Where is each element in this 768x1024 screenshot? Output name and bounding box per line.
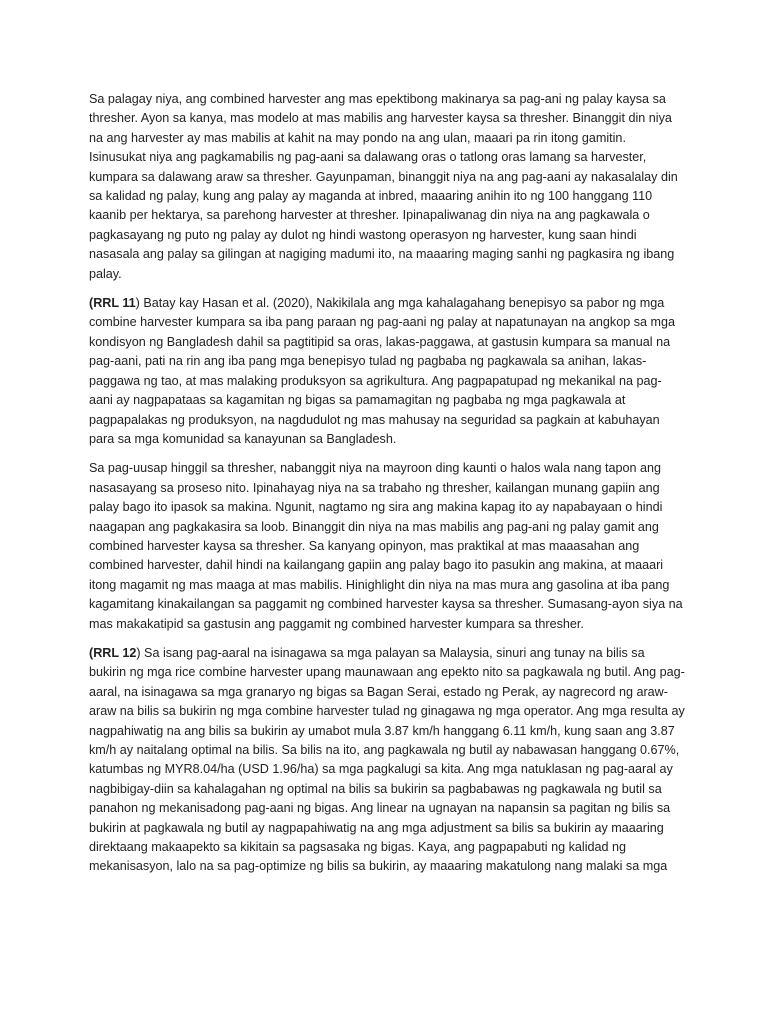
paragraph-text: ) Sa isang pag-aaral na isinagawa sa mga palayan sa Malaysia, sinuri ang tunay na bilis sa bukirin ng mga rice combine harvester upang maunawaan ang epekto nito sa pagkawala ng butil. Ang pag-aaral, na isinagawa sa mga granaryo ng bigas sa Bagan Serai, estado ng Perak, ay nagrecord ng araw-araw na bilis sa bukirin ng mga combine harvester tulad ng ginagawa ng mga operator. Ang mga resulta ay nagpahiwatig na ang bilis sa bukirin ay umabot mula 3.87 km/h hanggang 6.11 km/h, kung saan ang 3.87 km/h ay naitalang optimal na bilis. Sa bilis na ito, ang pagkawala ng butil ay nabawasan hanggang 0.67%, katumbas ng MYR8.04/ha (USD 1.96/ha) sa mga pagkalugi sa kita. Ang mga natuklasan ng pag-aaral ay nagbibigay-diin sa kahalagahan ng optimal na bilis sa bukirin sa pagbabawas ng pagkawala ng butil sa panahon ng mekanisadong pag-aani ng bigas. Ang linear na ugnayan na napansin sa pagitan ng bilis sa bukirin at pagkawala ng butil ay nagpapahiwatig na ang mga adjustment sa bilis sa bukirin ay maaaring direktaang makaapekto sa kikitain sa pagsasaka ng bigas. Kaya, ang pagpapabuti ng kalidad ng mekanisasyon, lalo na sa pag-optimize ng bilis sa bukirin, ay maaaring makatulong nang malaki sa mga [89, 645, 685, 874]
paragraph-text: ) Batay kay Hasan et al. (2020), Nakikilala ang mga kahalagahang benepisyo sa pabor ng mga combine harvester kumpara sa iba pang paraan ng pag-aani ng palay at napatunayan na angkop sa mga kondisyon ng Bangladesh dahil sa pagtitipid sa oras, lakas-paggawa, at gastusin kumpara sa manual na pag-aani, pati na rin ang iba pang mga benepisyo tulad ng pagbaba ng pagkawala sa anihan, lakas-paggawa ng tao, at mas malaking produksyon sa agrikultura. Ang pagpapatupad ng mekanikal na pag-aani ay nagpapataas sa kagamitan ng bigas sa pamamagitan ng pagbaba ng mga pagkawala at pagpapalakas ng produksyon, na nagdudulot ng mas mahusay na seguridad sa pagkain at kabuhayan para sa mga komunidad sa kanayunan sa Bangladesh. [89, 296, 676, 446]
paragraph-harvester-opinion [89, 90, 685, 284]
paragraph-text: Sa palagay niya, ang combined harvester ang mas epektibong makinarya sa pag-ani ng palay kaysa sa thresher. Ayon sa kanya, mas modelo at mas mabilis ang harvester kaysa sa thresher. Binanggit din niya na ang harvester ay mas mabilis at kahit na may pondo na ang ulan, maaari pa rin itong gamitin. Isinusukat niya ang pagkamabilis ng pag-aani sa dalawang oras o tatlong oras lamang sa harvester, kumpara sa dalawang araw sa thresher. Gayunpaman, binanggit niya na ang pag-aani ay nakasalalay din sa kalidad ng palay, kung ang palay ay maganda at inbred, maaaring anihin ito ng 100 hanggang 110 kaanib per hektarya, sa parehong harvester at thresher. Ipinapaliwanag din niya na ang pagkawala o pagkasayang ng puto ng palay ay dulot ng hindi wastong operasyon ng harvester, kung saan hindi nasasala ang palay sa gilingan at nagiging madumi ito, na maaaring maging sanhi ng pagkasira ng ibang palay. [89, 92, 678, 281]
rrl-label: (RRL 11 [89, 296, 136, 311]
paragraph-text: Sa pag-uusap hinggil sa thresher, nabanggit niya na mayroon ding kaunti o halos wala nang tapon ang nasasayang sa proseso nito. Ipinahayag niya na sa trabaho ng thresher, kailangan munang gapiin ang palay bago ito ipasok sa makina. Ngunit, nagtamo ng sira ang makina kapag ito ay napabayaan o hindi naagapan ang pagkakasira sa loob. Binanggit din niya na mas mabilis ang pag-ani ng palay gamit ang combined harvester kaysa sa thresher. Sa kanyang opinyon, mas praktikal at mas maaasahan ang combined harvester, dahil hindi na kailangang gapiin ang palay bago ito pasukin ang makina, at maaari itong magamit ng mas maaga at mas mabilis. Hinighlight din niya na mas mura ang gasolina at iba pang kagamitang kinakailangan sa paggamit ng combined harvester kaysa sa thresher. Sumasang-ayon siya na mas makakatipid sa gastusin ang paggamit ng combined harvester kumpara sa thresher. [89, 461, 683, 631]
paragraph-thresher-discussion [89, 459, 685, 634]
paragraph-rrl-12 [89, 644, 685, 877]
paragraph-rrl-11 [89, 294, 685, 449]
document-page [89, 90, 685, 887]
rrl-label: (RRL 12 [89, 645, 137, 660]
